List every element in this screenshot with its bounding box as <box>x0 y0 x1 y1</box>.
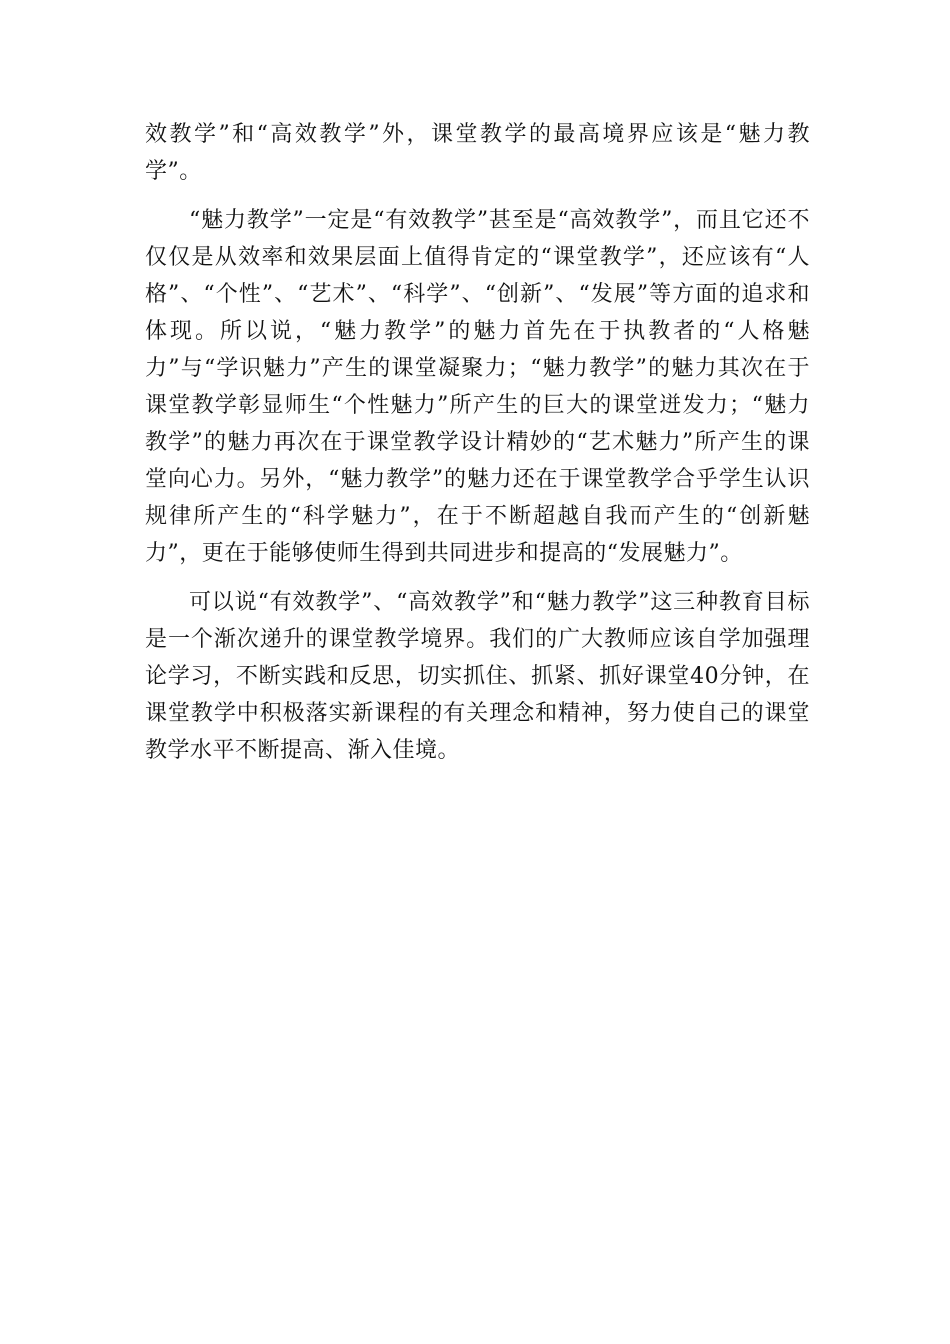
paragraph-3: 可以说“有效教学”、“高效教学”和“魅力教学”这三种教育目标是一个渐次递升的课堂教学境界。我们的广大教师应该自学加强理论学习，不断实践和反思，切实抓住、抓紧、抓好课堂40分钟，在课堂教学中积极落实新课程的有关理念和精神，努力使自己的课堂教学水平不断提高、渐入佳境。 <box>145 590 810 763</box>
document-body <box>145 116 810 781</box>
paragraph-1: 效教学”和“高效教学”外，课堂教学的最高境界应该是“魅力教学”。 <box>145 122 810 184</box>
paragraph-2: “魅力教学”一定是“有效教学”甚至是“高效教学”，而且它还不仅仅是从效率和效果层面上值得肯定的“课堂教学”，还应该有“人格”、“个性”、“艺术”、“科学”、“创新”、“发展”等方面的追求和体现。所以说，“魅力教学”的魅力首先在于执教者的“人格魅力”与“学识魅力”产生的课堂凝聚力；“魅力教学”的魅力其次在于课堂教学彰显师生“个性魅力”所产生的巨大的课堂迸发力；“魅力教学”的魅力再次在于课堂教学设计精妙的“艺术魅力”所产生的课堂向心力。另外，“魅力教学”的魅力还在于课堂教学合乎学生认识规律所产生的“科学魅力”，在于不断超越自我而产生的“创新魅力”，更在于能够使师生得到共同进步和提高的“发展魅力”。 <box>145 208 810 566</box>
